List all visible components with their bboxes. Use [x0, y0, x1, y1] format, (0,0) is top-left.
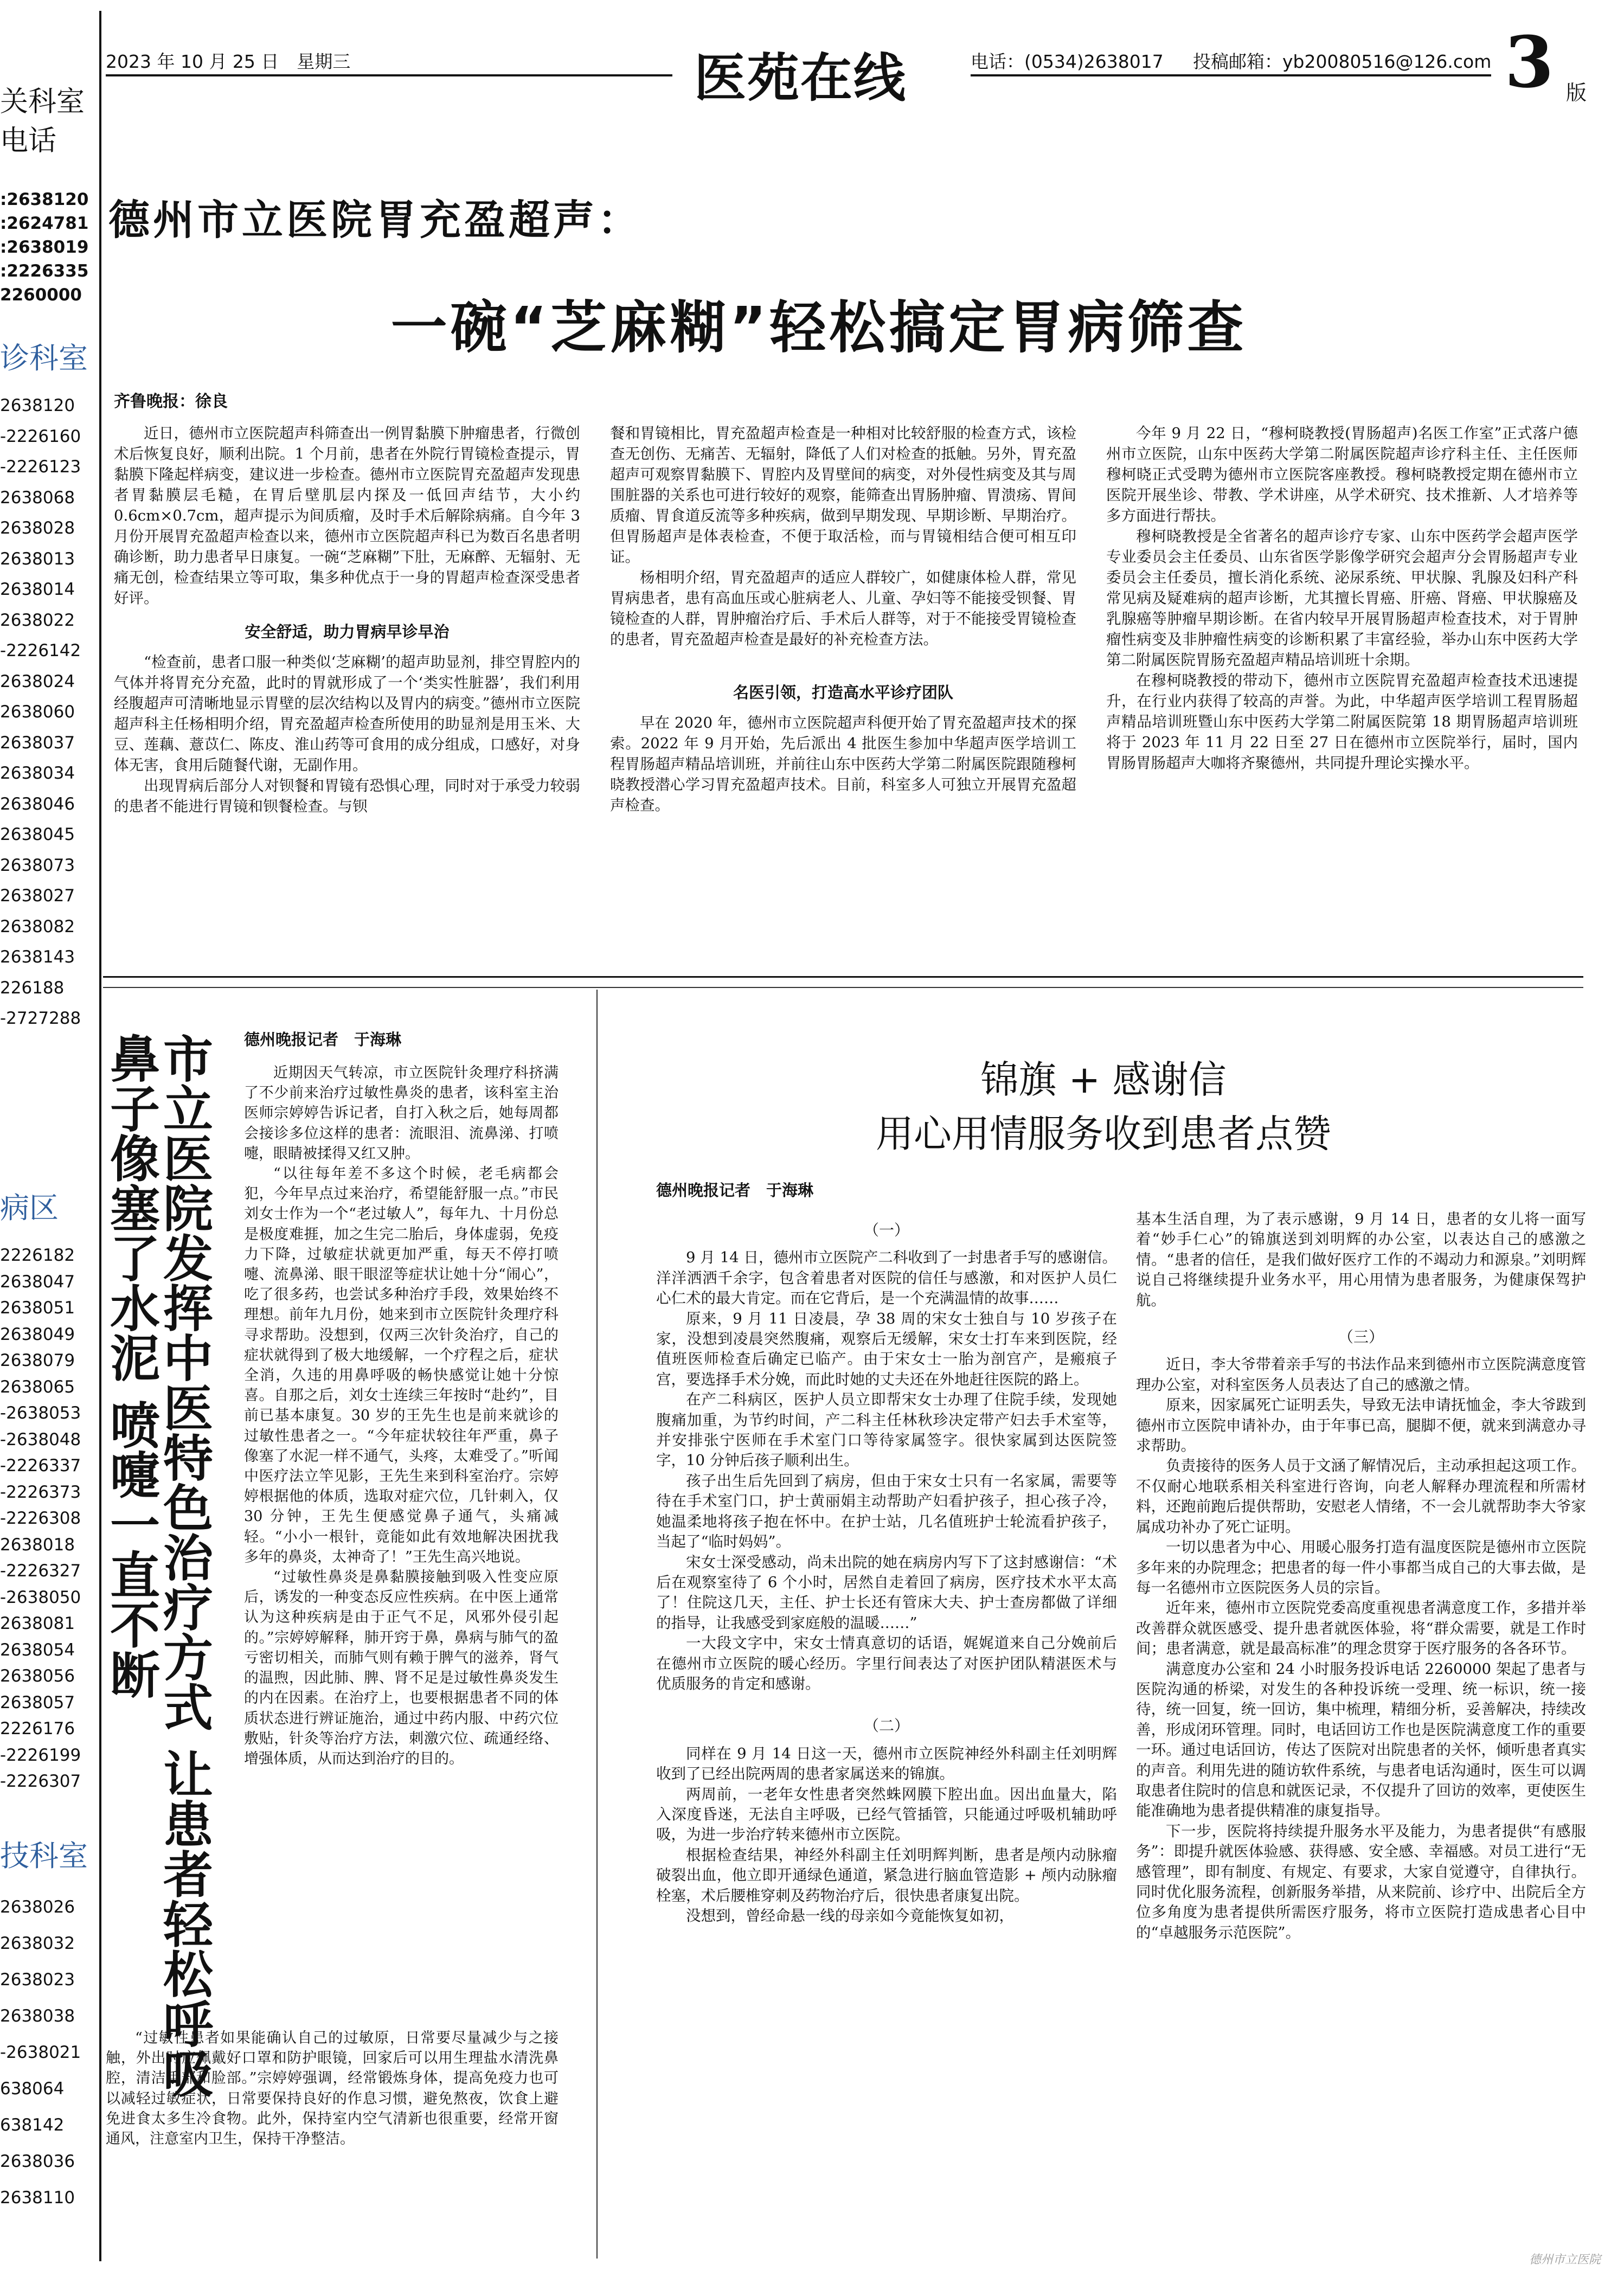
paragraph: 宋女士深受感动，尚未出院的她在病房内写下了这封感谢信：“术后在观察室待了 6 个小时，居然自走着回了病房，医疗技术水平太高了！住院这几天，主任、护士长还有管床大夫、护士查房都做了详细的指导，让我感受到家庭般的温暖……”	[656, 1553, 1117, 1632]
banner-byline: 德州晚报记者 于海琳	[656, 1181, 814, 1199]
strip-phone-number: -2226327	[0, 1561, 81, 1581]
strip-phone-number: 2638032	[0, 1934, 75, 1953]
strip-phone-number: -2226337	[0, 1456, 81, 1475]
strip-phone-number: 2638049	[0, 1324, 75, 1344]
strip-phone-number: 2638018	[0, 1535, 75, 1555]
strip-phone-number: -2638053	[0, 1403, 81, 1423]
strip-phone-number: 2638047	[0, 1272, 75, 1292]
paragraph: 负责接待的医务人员于文涵了解情况后，主动承担起这项工作。不仅耐心地联系相关科室进行咨询，向老人解释办理流程和所需材料，还跑前跑后提供帮助，安慰老人情绪，不一会儿就帮助李大爷家属成功补办了死亡证明。	[1136, 1457, 1586, 1536]
paragraph: 一切以患者为中心、用暖心服务打造有温度医院是德州市立医院多年来的办院理念；把患者的每一件小事都当成自己的大事去做，是每一名德州市立医院医务人员的宗旨。	[1136, 1538, 1586, 1596]
paragraph: 孩子出生后先回到了病房，但由于宋女士只有一名家属，需要等待在手术室门口，护士黄丽娟主动帮助产妇看护孩子，担心孩子冷，她温柔地将孩子抱在怀中。在护士站，几名值班护士轮流看护孩子，当起了“临时妈妈”。	[656, 1472, 1117, 1551]
paragraph: 早在 2020 年，德州市立医院超声科便开始了胃充盈超声技术的探索。2022 年 9 月开始，先后派出 4 批医生参加中华超声医学培训工程胃肠超声精品培训班，并前往山东中医药大学第二附属医院跟随穆柯晓教授潜心学习胃充盈超声技术。目前，科室多人可独立开展胃充盈超声检查。	[610, 714, 1076, 814]
lead-column-1	[114, 423, 580, 817]
strip-section-title: 病区	[0, 1191, 59, 1225]
paragraph: 餐和胃镜相比，胃充盈超声检查是一种相对比较舒服的检查方式，该检查无创伤、无痛苦、无辐射，降低了人们对检查的抵触。另外，胃充盈超声可观察胃黏膜下、胃腔内及胃壁间的病变，对外侵性病变及其与周围脏器的关系也可进行较好的观察，能筛查出胃肠肿瘤、胃溃疡、胃间质瘤、胃食道反流等多种疾病，做到早期发现、早期诊断、早期治疗。但胃肠超声是体表检查，不便于取活检，而与胃镜相结合便可相互印证。	[610, 425, 1076, 566]
paragraph: “以往每年差不多这个时候，老毛病都会犯，今年早点过来治疗，希望能舒服一点。”市民刘女士作为一个“老过敏人”，每年九、十月份总是极度难捱，加之生完二胎后，身体虚弱，免疫力下降，过敏症状就更加严重，每天不停打喷嚏、流鼻涕、眼干眼涩等症状让她十分“闹心”，吃了很多药，也尝试多种治疗手段，效果始终不理想。前年九月份，她来到市立医院针灸理疗科寻求帮助。没想到，仅两三次针灸治疗，自己的症状就得到了极大地缓解，一个疗程之后，症状全消，久违的用鼻呼吸的畅快感觉让她十分惊喜。自那之后，刘女士连续三年按时“赴约”，目前已基本康复。30 岁的王先生也是前来就诊的过敏性患者之一。“今年症状较往年严重，鼻子像塞了水泥一样不通气，头疼，太难受了。”听闻中医疗法立竿见影，王先生来到科室治疗。宗婷婷根据他的体质，选取对症穴位，几针刺入，仅 30 分钟，王先生便感觉鼻子通气，头痛减轻。“小小一根针，竟能如此有效地解决困扰我多年的鼻炎，太神奇了！”王先生高兴地说。	[244, 1165, 559, 1566]
nose-byline: 德州晚报记者 于海琳	[244, 1030, 402, 1049]
column-divider	[596, 990, 598, 2259]
strip-phone-number: -2226307	[0, 1772, 81, 1791]
strip-phone-number: 2638110	[0, 2188, 75, 2208]
strip-phone-number: -2638021	[0, 2043, 81, 2062]
strip-phone-number: 638064	[0, 2079, 65, 2099]
strip-phone-number: 2638022	[0, 610, 75, 630]
nose-body	[244, 1063, 559, 1769]
banner-column-2	[1136, 1209, 1586, 1943]
banner-column-1	[656, 1209, 1117, 1926]
masthead-rule-left	[106, 74, 672, 76]
strip-phone-number: 2638056	[0, 1666, 75, 1686]
section-divider	[103, 976, 1583, 978]
strip-phone-number: 2638082	[0, 916, 75, 936]
strip-phone-number: -2226373	[0, 1482, 81, 1502]
paragraph: 根据检查结果，神经外科副主任刘明辉判断，患者是颅内动脉瘤破裂出血，他立即开通绿色通道，紧急进行脑血管造影 + 颅内动脉瘤栓塞，术后腰椎穿刺及药物治疗后，很快患者康复出院。	[656, 1846, 1117, 1904]
part-marker: （二）	[863, 1717, 909, 1735]
strip-phone-number: :2638019	[0, 238, 89, 257]
paragraph: 近日，德州市立医院超声科筛查出一例胃黏膜下肿瘤患者，行微创术后恢复良好，顺利出院。1 个月前，患者在外院行胃镜检查提示，胃黏膜下隆起样病变，建议进一步检查。德州市立医院胃充盈超声发现患者胃黏膜层毛糙，在胃后壁肌层内探及一低回声结节，大小约 0.6cm×0.7cm，超声提示为间质瘤，及时手术后解除病痛。自今年 3 月份开展胃充盈超声检查以来，德州市立医院超声科已为数百名患者明确诊断，助力患者早日康复。一碗“芝麻糊”下肚，无麻醉、无辐射、无痛无创，检查结果立等可取，集多种优点于一身的胃超声检查深受患者好评。	[114, 425, 580, 607]
lead-column-2	[610, 423, 1076, 816]
strip-phone-number: 2638079	[0, 1351, 75, 1370]
paragraph: 满意度办公室和 24 小时服务投诉电话 2260000 架起了患者与医院沟通的桥梁，对发生的各种投诉统一受理、统一标识，统一接待，统一回复，统一回访，集中梳理，精细分析，妥善解决，持续改善，形成闭环管理。同时，电话回访工作也是医院满意度工作的重要一环。通过电话回访，传达了医院对出院患者的关怀，倾听患者真实的声音。利用先进的随访软件系统，与患者电话沟通时，医生可以调取患者住院时的信息和就医记录，不仅提升了回访的效率，更使医生能准确地为患者提供精准的康复指导。	[1136, 1660, 1586, 1820]
strip-phone-number: -2226160	[0, 426, 81, 446]
strip-phone-number: 2638081	[0, 1614, 75, 1633]
strip-phone-number: 638142	[0, 2115, 65, 2135]
strip-phone-number: 2638051	[0, 1298, 75, 1318]
strip-phone-number: -2638048	[0, 1429, 81, 1449]
issue-date: 2023 年 10 月 25 日 星期三	[106, 51, 351, 72]
page-number-suffix: 版	[1566, 81, 1587, 105]
paragraph: 基本生活自理，为了表示感谢，9 月 14 日，患者的女儿将一面写着“妙手仁心”的锦旗送到刘明辉的办公室，以表达自己的感激之情。“患者的信任，是我们做好医疗工作的不竭动力和源泉。”刘明辉说自己将继续提升业务水平，用心用情为患者服务，为健康保驾护航。	[1136, 1210, 1586, 1309]
page-number: 3	[1505, 21, 1554, 104]
strip-phone-number: 2638026	[0, 1897, 75, 1917]
article-top-rule	[103, 987, 672, 988]
paragraph: 近期因天气转凉，市立医院针灸理疗科挤满了不少前来治疗过敏性鼻炎的患者，该科室主治医师宗婷婷告诉记者，自打入秋之后，她每周都会接诊多位这样的患者：流眼泪、流鼻涕、打喷嚏，眼睛被揉得又红又肿。	[244, 1064, 559, 1162]
banner-headline-line-2: 用心用情服务收到患者点赞	[876, 1112, 1331, 1156]
paragraph: 穆柯晓教授是全省著名的超声诊疗专家、山东中医药学会超声医学专业委员会主任委员、山东省医学影像学研究会超声分会胃肠超声专业委员会主任委员，擅长消化系统、泌尿系统、甲状腺、乳腺及妇科产科常见病及疑难病的超声诊断，尤其擅长胃癌、肝癌、肾癌、甲状腺癌及乳腺癌等肿瘤早期诊断。在省内较早开展胃肠超声检查技术，对于胃肿瘤性病变及非肿瘤性病变的诊断积累了丰富经验，举办山东中医药大学第二附属医院胃肠充盈超声精品培训班十余期。	[1106, 528, 1578, 669]
lead-byline: 齐鲁晚报：徐良	[114, 392, 228, 411]
strip-phone-number: 2638046	[0, 794, 75, 814]
section-title: 医苑在线	[694, 47, 907, 108]
strip-phone-number: 2638027	[0, 886, 75, 906]
strip-phone-number: 2638014	[0, 580, 75, 599]
strip-section-title: 诊科室	[0, 341, 88, 375]
strip-phone-number: 2638143	[0, 947, 75, 967]
contact-email: 投稿邮箱：yb20080516@126.com	[1193, 51, 1492, 72]
strip-phone-number: 2638023	[0, 1970, 75, 1990]
strip-phone-number: :2638120	[0, 190, 89, 209]
paragraph: 同样在 9 月 14 日这一天，德州市立医院神经外科副主任刘明辉收到了已经出院两周的患者家属送来的锦旗。	[656, 1744, 1117, 1783]
paragraph: 没想到，曾经命悬一线的母亲如今竟能恢复如初，	[686, 1907, 1014, 1924]
strip-phone-number: 2226176	[0, 1719, 75, 1738]
paragraph: 下一步，医院将持续提升服务水平及能力，为患者提供“有感服务”：即提升就医体验感、获得感、安全感、幸福感。对员工进行“无感管理”，即有制度、有规定、有要求，大家自觉遵守，自律执行。同时优化服务流程，创新服务举措，从来院前、诊疗中、出院后全方位多角度为患者提供所需医疗服务，将市立医院打造成患者心目中的“卓越服务示范医院”。	[1136, 1822, 1586, 1941]
strip-phone-number: 2638065	[0, 1377, 75, 1397]
paragraph: “过敏性患者如果能确认自己的过敏原，日常要尽量减少与之接触，外出时应佩戴好口罩和防护眼镜，回家后可以用生理盐水清洗鼻腔，清洁手部和脸部。”宗婷婷强调，经常锻炼身体，提高免疫力也可以减轻过敏症状，日常要保持良好的作息习惯，避免熬夜，饮食上避免进食太多生冷食物。此外，保持室内空气清新也很重要，经常开窗通风，注意室内卫生，保持干净整洁。	[106, 2030, 559, 2148]
strip-phone-number: 2638036	[0, 2152, 75, 2171]
paragraph: 在穆柯晓教授的带动下，德州市立医院胃充盈超声检查技术迅速提升，在行业内获得了较高的声誉。为此，中华超声医学培训工程胃肠超声精品培训班暨山东中医药大学第二附属医院第 18 期胃肠超声培训班将于 2023 年 11 月 22 日至 27 日在德州市立医院举行，届时，国内胃肠胃肠超声大咖将齐聚德州，共同提升理论实操水平。	[1106, 672, 1578, 772]
contact-phone: 电话：(0534)2638017	[971, 51, 1164, 72]
lead-headline: 一碗“芝麻糊”轻松搞定胃病筛查	[390, 294, 1247, 361]
strip-phone-number: 2638013	[0, 549, 75, 569]
strip-phone-number: 2638034	[0, 764, 75, 783]
strip-phone-number: 2638068	[0, 487, 75, 508]
strip-phone-number: 2638073	[0, 855, 75, 875]
strip-header: 电话	[0, 125, 57, 157]
strip-phone-number: -2226199	[0, 1745, 81, 1765]
strip-phone-number: -2638050	[0, 1587, 81, 1607]
strip-phone-number: 2638120	[0, 396, 75, 415]
page-edge-rule	[99, 11, 101, 2261]
article-top-rule	[624, 987, 1583, 988]
paragraph: “过敏性鼻炎是鼻黏膜接触到吸入性变应原后，诱发的一种变态反应性疾病。在中医上通常认为这种疾病是由于正气不足，风邪外侵引起的。”宗婷婷解释，肺开窍于鼻，鼻病与肺气的盈亏密切相关，而肺气则有赖于脾气的滋养，肾气的温煦，因此肺、脾、肾不足是过敏性鼻炎发生的内在因素。在治疗上，也要根据患者不同的体质状态进行辨证施治，通过中药内服、中药穴位敷贴，针灸等治疗方法，刺激穴位、疏通经络、增强体质，从而达到治疗的目的。	[244, 1569, 559, 1767]
lead-column-3	[1106, 423, 1578, 773]
strip-phone-number: -2226308	[0, 1509, 81, 1528]
paragraph: 近年来，德州市立医院党委高度重视患者满意度工作，多措并举改善群众就医感受、提升患者就医体验，将“群众需要，就是工作时间；患者满意，就是最高标准”的理念贯穿于医疗服务的各各环节。	[1136, 1599, 1586, 1658]
strip-phone-number: -2226142	[0, 641, 81, 660]
paragraph: 两周前，一老年女性患者突然蛛网膜下腔出血。因出血量大，陷入深度昏迷，无法自主呼吸，已经气管插管，只能通过呼吸机辅助呼吸，为进一步治疗转来德州市立医院。	[656, 1785, 1117, 1844]
strip-phone-number: 2260000	[0, 285, 82, 305]
strip-section-title: 技科室	[0, 1839, 88, 1873]
strip-phone-number: 2638045	[0, 825, 75, 844]
strip-phone-number: 2638028	[0, 518, 75, 538]
paragraph: 9 月 14 日，德州市立医院产二科收到了一封患者手写的感谢信。洋洋洒洒千余字，包含着患者对医院的信任与感激，和对医护人员仁心仁术的最大肯定。而在它背后，是一个充满温情的故事……	[656, 1249, 1117, 1307]
nose-body-continued	[106, 2028, 559, 2149]
banner-headline-line-1: 锦旗 + 感谢信	[980, 1057, 1227, 1102]
subheading: 名医引领，打造高水平诊疗团队	[733, 683, 953, 702]
strip-phone-number: :2226335	[0, 261, 89, 281]
subheading: 安全舒适，助力胃病早诊早治	[245, 623, 450, 641]
strip-header: 关科室	[0, 86, 85, 118]
strip-phone-number: -2226123	[0, 457, 81, 477]
strip-phone-number: :2624781	[0, 214, 89, 233]
masthead-rule-right	[971, 74, 1491, 76]
strip-phone-number: 2638060	[0, 702, 75, 722]
adjacent-page-strip	[0, 0, 97, 2271]
strip-phone-number: 2638038	[0, 2006, 75, 2026]
part-marker: （三）	[1338, 1328, 1384, 1346]
paragraph: “检查前，患者口服一种类似‘芝麻糊’的超声助显剂，排空胃腔内的气体并将胃充分充盈，此时的胃就形成了一个‘类实性脏器’，我们利用经腹超声可清晰地显示胃壁的层次结构以及胃内的病变。”德州市立医院超声科主任杨相明介绍，胃充盈超声检查所使用的助显剂是用玉米、大豆、莲藕、薏苡仁、陈皮、淮山药等可食用的成分组成，口感好，对身体无害，食用后随餐代谢，无副作用。	[114, 653, 580, 774]
watermark: 德州市立医院	[1529, 2253, 1601, 2267]
strip-phone-number: 2638054	[0, 1640, 75, 1660]
strip-phone-number: 2226182	[0, 1246, 75, 1265]
paragraph: 一大段文字中，宋女士情真意切的话语，娓娓道来自己分娩前后在德州市立医院的暖心经历。字里行间表达了对医护团队精湛医术与优质服务的肯定和感谢。	[656, 1634, 1117, 1692]
nose-headline-main: 市立医院发挥中医特色治疗方式 让患者轻松呼吸	[155, 1033, 214, 2099]
paragraph: 近日，李大爷带着亲手写的书法作品来到德州市立医院满意度管理办公室，对科室医务人员表达了自己的感激之情。	[1136, 1356, 1586, 1394]
paragraph: 在产二科病区，医护人员立即帮宋女士办理了住院手续，发现她腹痛加重，为节约时间，产二科主任林秋珍决定带产妇去手术室等，并安排张宁医师在手术室门口等待家属签字。很快家属到达医院签字，10 分钟后孩子顺利出生。	[656, 1391, 1117, 1470]
part-marker: （一）	[863, 1221, 909, 1239]
strip-phone-number: 2638024	[0, 671, 75, 691]
nose-headline-sub: 鼻子像塞了水泥 喷嚏一直不断	[102, 1033, 161, 1699]
strip-phone-number: 2638037	[0, 733, 75, 753]
paragraph: 今年 9 月 22 日，“穆柯晓教授(胃肠超声)名医工作室”正式落户德州市立医院，山东中医药大学第二附属医院超声诊疗科主任、主任医师穆柯晓正式受聘为德州市立医院客座教授。穆柯晓教授定期在德州市立医院开展坐诊、带教、学术讲座，从学术研究、技术推新、人才培养等多方面进行帮扶。	[1106, 425, 1578, 524]
paragraph: 出现胃病后部分人对钡餐和胃镜有恐惧心理，同时对于承受力较弱的患者不能进行胃镜和钡餐检查。与钡	[114, 777, 580, 815]
paragraph: 原来，9 月 11 日凌晨，孕 38 周的宋女士独自与 10 岁孩子在家，没想到凌晨突然腹痛，观察后无缓解，宋女士打车来到医院，经值班医师检查后确定已临产。由于宋女士一胎为剖宫产，是瘢痕子宫，要选择手术分娩，而此时她的丈夫还在外地赶往医院的路上。	[656, 1310, 1117, 1388]
lead-kicker: 德州市立医院胃充盈超声：	[108, 196, 642, 244]
strip-phone-number: 226188	[0, 978, 65, 998]
paragraph: 原来，因家属死亡证明丢失，导致无法申请抚恤金，李大爷跋到德州市立医院申请补办，由于年事已高，腿脚不便，就来到满意办寻求帮助。	[1136, 1396, 1586, 1455]
paragraph: 杨相明介绍，胃充盈超声的适应人群较广，如健康体检人群，常见胃病患者，患有高血压或心脏病老人、儿童、孕妇等不能接受钡餐、胃镜检查的人群，胃肿瘤治疗后、手术后人群等，对于不能接受胃镜检查的患者，胃充盈超声检查是最好的补充检查方法。	[610, 569, 1076, 648]
strip-phone-number: 2638057	[0, 1692, 75, 1712]
strip-phone-number: -2727288	[0, 1009, 81, 1028]
